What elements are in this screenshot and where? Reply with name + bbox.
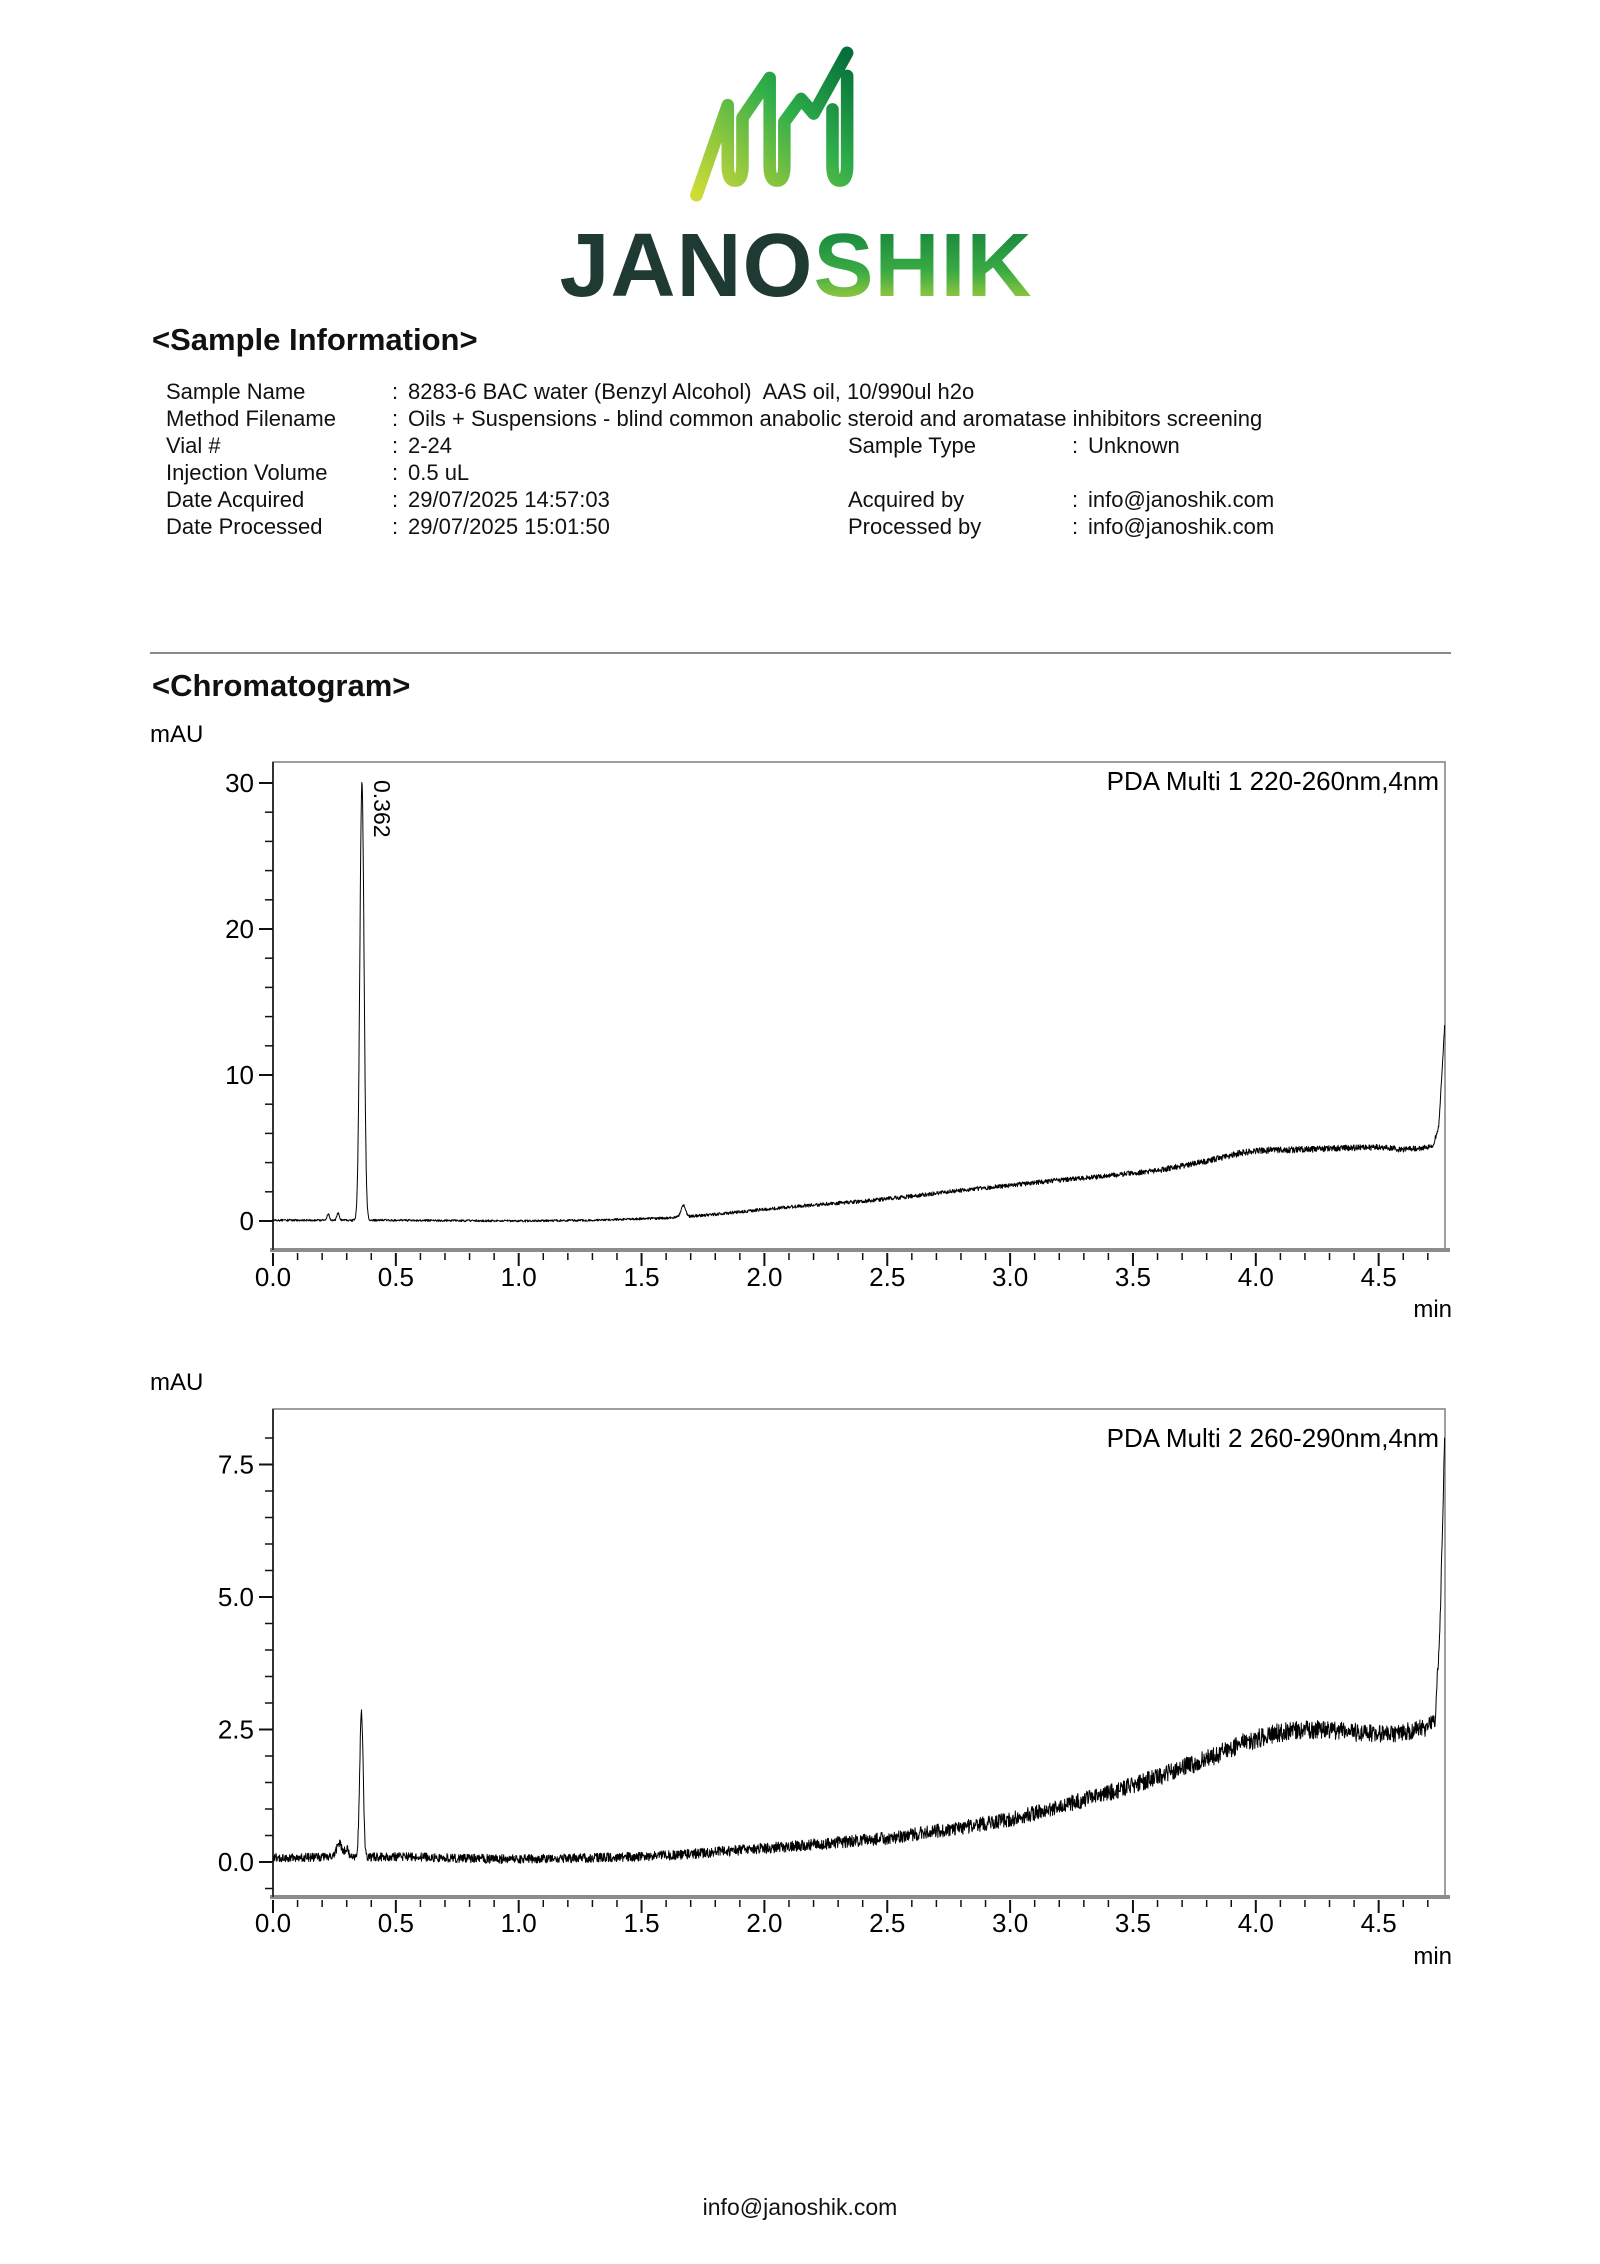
x-tick-label: 3.5 (1114, 1262, 1152, 1292)
plot-frame (273, 1409, 1445, 1897)
y-tick-label: 10 (225, 1060, 254, 1090)
colon: : (392, 379, 399, 404)
x-tick-label: 3.0 (992, 1262, 1029, 1292)
field-value: 8283-6 BAC water (Benzyl Alcohol) AAS oil, 10/990ul h2o (408, 379, 975, 404)
field-value: 2-24 (408, 433, 453, 458)
janoshik-logo-icon (688, 44, 866, 202)
info-row-method-filename (166, 406, 1464, 433)
info-row-injection-volume (166, 460, 1464, 487)
section-divider (150, 652, 1451, 654)
x-tick-label: 0.5 (377, 1908, 414, 1938)
channel-legend: PDA Multi 2 260-290nm,4nm (1106, 1423, 1439, 1453)
generated-axis-and-trace (225, 768, 1445, 1292)
colon: : (392, 433, 399, 458)
colon: : (392, 514, 399, 539)
x-tick-label: 4.5 (1360, 1262, 1397, 1292)
janoshik-wordmark (396, 200, 1196, 315)
sample-information-title: <Sample Information> (152, 322, 478, 357)
x-tick-label: 3.0 (992, 1908, 1029, 1938)
info-row-date-acquired (166, 487, 1464, 514)
generated-axis-and-trace (218, 1438, 1445, 1938)
y-tick-label: 7.5 (217, 1449, 254, 1480)
chromatogram-trace (273, 1438, 1445, 1864)
field-value: 0.5 uL (408, 460, 470, 485)
x-tick-label: 2.0 (746, 1262, 783, 1292)
field-label: Method Filename (166, 406, 336, 431)
logo-zigzag-path (696, 53, 847, 195)
info-row-vial (166, 433, 1464, 460)
x-tick-label: 1.0 (500, 1262, 537, 1292)
wordmark-jano: JANO (559, 216, 814, 315)
colon: : (392, 460, 399, 485)
field-label: Vial # (166, 433, 221, 458)
chromatogram-chart-1 (0, 690, 1600, 1330)
field-label: Acquired by (848, 487, 965, 512)
x-tick-label: 4.0 (1237, 1262, 1274, 1292)
field-value: Unknown (1088, 433, 1180, 458)
peak-retention-time-label: 0.362 (369, 780, 395, 838)
info-row-sample-name (166, 379, 1464, 406)
svg-text:JANOSHIK (559, 216, 1032, 315)
field-label: Date Processed (166, 514, 323, 539)
x-tick-label: 4.0 (1237, 1908, 1274, 1938)
chromatogram-title: <Chromatogram> (152, 668, 411, 703)
plot-frame (273, 762, 1445, 1250)
colon: : (1072, 487, 1079, 512)
chromatogram-chart-2 (0, 1340, 1600, 1980)
x-axis-unit-label: min (1413, 1943, 1452, 1970)
colon: : (1072, 433, 1079, 458)
y-axis-unit-label: mAU (150, 721, 204, 748)
field-value: info@janoshik.com (1088, 514, 1275, 539)
y-tick-label: 0 (239, 1206, 254, 1236)
field-label: Injection Volume (166, 460, 328, 485)
x-tick-label: 1.5 (623, 1908, 660, 1938)
y-tick-label: 5.0 (217, 1582, 254, 1612)
field-value: Oils + Suspensions - blind common anabolic steroid and aromatase inhibitors screening (408, 406, 1263, 431)
footer-email: info@janoshik.com (702, 2194, 898, 2220)
colon: : (392, 487, 399, 512)
x-axis-unit-label: min (1413, 1296, 1452, 1323)
y-tick-label: 2.5 (217, 1714, 254, 1745)
x-tick-label: 4.5 (1360, 1908, 1397, 1938)
x-tick-label: 0.5 (377, 1262, 414, 1292)
x-tick-label: 0.0 (254, 1262, 292, 1292)
field-label: Date Acquired (166, 487, 305, 512)
wordmark-shik: SHIK (813, 216, 1033, 315)
field-value: info@janoshik.com (1088, 487, 1275, 512)
y-tick-label: 30 (225, 768, 254, 798)
x-tick-label: 2.0 (746, 1908, 783, 1938)
x-tick-label: 2.5 (869, 1262, 906, 1292)
x-tick-label: 0.0 (254, 1908, 292, 1938)
colon: : (1072, 514, 1079, 539)
field-label: Processed by (848, 514, 982, 539)
info-row-date-processed (166, 514, 1464, 541)
sample-information-table (166, 379, 1464, 541)
field-label: Sample Name (166, 379, 306, 404)
channel-legend: PDA Multi 1 220-260nm,4nm (1106, 766, 1439, 796)
field-value: 29/07/2025 14:57:03 (408, 487, 610, 512)
chromatogram-trace (273, 783, 1445, 1222)
x-tick-label: 2.5 (869, 1908, 906, 1938)
field-label: Sample Type (848, 433, 977, 458)
y-axis-unit-label: mAU (150, 1369, 204, 1396)
colon: : (392, 406, 399, 431)
y-tick-label: 20 (225, 914, 254, 944)
x-tick-label: 1.5 (623, 1262, 660, 1292)
field-value: 29/07/2025 15:01:50 (408, 514, 610, 539)
y-tick-label: 0.0 (217, 1847, 254, 1877)
x-tick-label: 3.5 (1114, 1908, 1152, 1938)
x-tick-label: 1.0 (500, 1908, 537, 1938)
